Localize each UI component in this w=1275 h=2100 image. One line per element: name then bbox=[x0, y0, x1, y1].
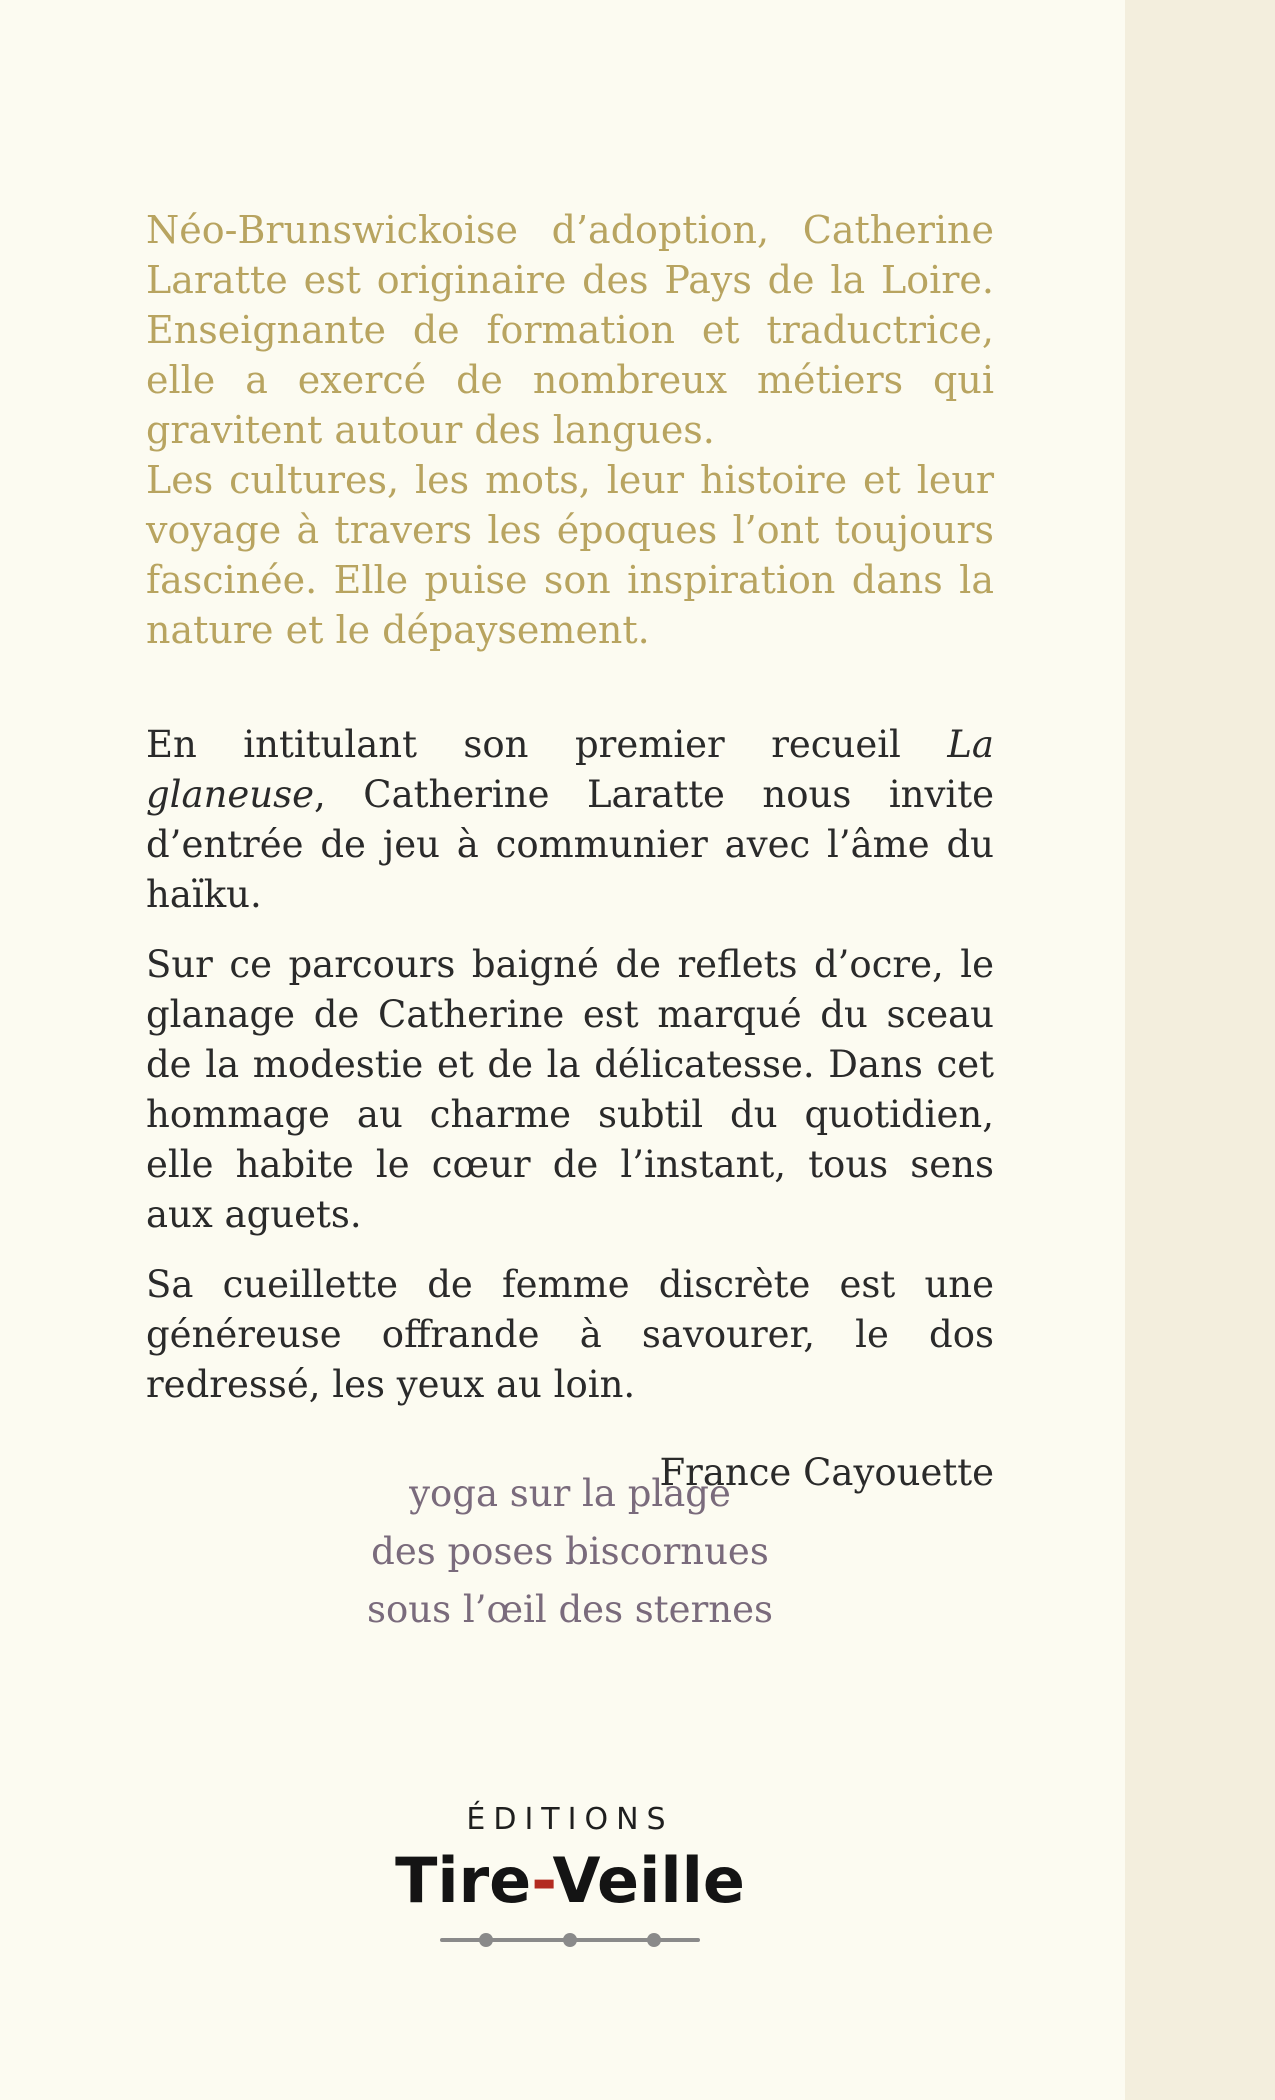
review-text: , Catherine Laratte nous invite d’entrée de jeu à communier avec l’âme du haïku. bbox=[146, 773, 994, 916]
ornament-dot bbox=[479, 1933, 493, 1947]
review-text: En intitulant son premier recueil bbox=[146, 723, 948, 766]
haiku-line: yoga sur la plage bbox=[409, 1472, 731, 1515]
ornament-dot bbox=[563, 1933, 577, 1947]
publisher-name-dash: - bbox=[531, 1844, 553, 1917]
review-paragraph: Sur ce parcours baigné de reflets d’ocre, le glanage de Catherine est marqué du sceau de la modestie et de la délicatesse. Dans cet hommage au charme subtil du quotidien, elle habite le cœur de l’instant, tous sens aux aguets. bbox=[146, 943, 994, 1236]
spine-band bbox=[1125, 0, 1275, 2100]
review-paragraph: Sa cueillette de femme discrète est une généreuse offrande à savourer, le dos redressé, les yeux au loin. bbox=[146, 1263, 994, 1406]
publisher-logo bbox=[340, 1800, 800, 1950]
review-paragraph bbox=[146, 720, 994, 920]
author-bio-paragraph: Néo-Brunswickoise d’adoption, Catherine Laratte est originaire des Pays de la Loire. Enseignante de formation et traductrice, elle a exercé de nombreux métiers qui gravitent autour des langues. bbox=[146, 208, 994, 452]
publisher-name bbox=[340, 1844, 800, 1918]
publisher-name-part: Tire bbox=[395, 1844, 532, 1917]
haiku bbox=[300, 1465, 840, 1639]
ornament-dot bbox=[647, 1933, 661, 1947]
author-bio-paragraph: Les cultures, les mots, leur histoire et leur voyage à travers les époques l’ont toujours fascinée. Elle puise son inspiration dans la nature et le dépaysement. bbox=[146, 458, 994, 652]
haiku-line: sous l’œil des sternes bbox=[367, 1588, 773, 1631]
publisher-name-part: Veille bbox=[552, 1844, 745, 1917]
haiku-line: des poses biscornues bbox=[371, 1530, 769, 1573]
back-cover-text bbox=[146, 205, 994, 1498]
ornament-line-icon bbox=[440, 1930, 700, 1950]
publisher-label: ÉDITIONS bbox=[466, 1802, 674, 1837]
book-title: La glaneuse bbox=[146, 723, 994, 816]
review-signature: France Cayouette bbox=[659, 1451, 994, 1494]
